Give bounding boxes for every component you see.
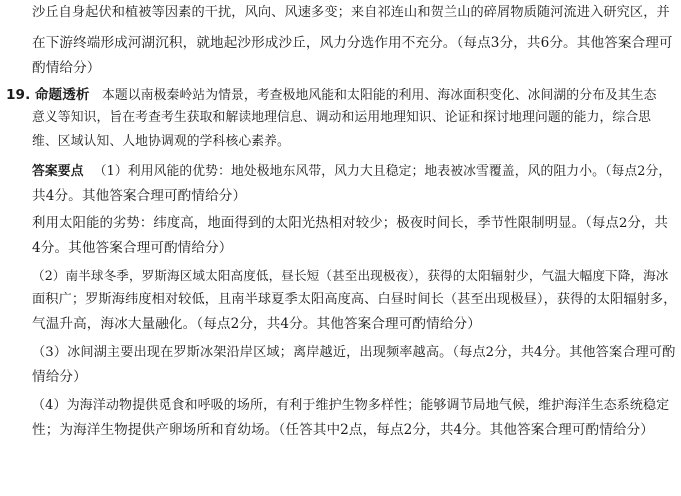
part-1-line-2: 共4分。其他答案合理可酌情给分）: [32, 188, 247, 204]
part-1b-line-1: 利用太阳能的劣势：纬度高，地面得到的太阳光热相对较少；极夜时间长，季节性限制明显。（每点2分，共: [32, 216, 668, 231]
part-3-line-2: 情给分）: [32, 369, 87, 385]
analysis-line-1: 本题以南极秦岭站为情景，考查极地风能和太阳能的利用、海冰面积变化、冰间湖的分布及其生态: [102, 88, 657, 103]
continued-line-3: 酌情给分）: [32, 60, 101, 76]
question-number: 19.: [6, 87, 31, 103]
continued-line-2: 在下游终端形成河湖沉积，就地起沙形成沙丘，风力分选作用不充分。（每点3分，共6分。其他答案合理可: [32, 35, 673, 51]
continued-line-1: 沙丘自身起伏和植被等因素的干扰，风向、风速多变；来自祁连山和贺兰山的碎屑物质随河流进入研究区，并: [32, 5, 670, 20]
part-2-line-3: 气温升高，海冰大量融化。（每点2分，共4分。其他答案合理可酌情给分）: [32, 316, 481, 332]
part-4-line-1: （4）为海洋动物提供觅食和呼吸的场所，有利于维护生物多样性；能够调节局地气候，维护海洋生态系统稳定: [32, 398, 670, 413]
part-4-line-2: 性；为海洋生物提供产卵场所和育幼场。（任答其中2点，每点2分，共4分。其他答案合理可酌情给分）: [32, 422, 654, 438]
part-2-line-2: 面积广；罗斯海纬度相对较低，且南半球夏季太阳高度高、白昼时间长（甚至出现极昼），获得的太阳辐射多，: [32, 292, 677, 307]
analysis-label: 命题透析: [34, 87, 90, 103]
analysis-line-2: 意义等知识，旨在考查考生获取和解读地理信息、调动和运用地理知识、论证和探讨地理问题的能力，综合思: [32, 110, 652, 125]
part-1b-line-2: 4分。其他答案合理可酌情给分）: [32, 240, 233, 256]
part-3-line-1: （3）冰间湖主要出现在罗斯冰架沿岸区域；离岸越近，出现频率越高。（每点2分，共4分。其他答案合理可酌: [32, 345, 676, 360]
analysis-line-3: 维、区域认知、人地协调观的学科核心素养。: [32, 134, 290, 149]
question-19-header: [6, 86, 657, 105]
answer-label: 答案要点: [32, 164, 84, 179]
part-1-line-1: （1）利用风能的优势：地处极地东风带，风力大且稳定；地表被冰雪覆盖，风的阻力小。（每点2分，: [93, 164, 672, 179]
answer-points-line-1: [32, 163, 671, 181]
part-2-line-1: （2）南半球冬季，罗斯海区域太阳高度低，昼长短（甚至出现极夜），获得的太阳辐射少，气温大幅度下降，海冰: [32, 268, 669, 283]
